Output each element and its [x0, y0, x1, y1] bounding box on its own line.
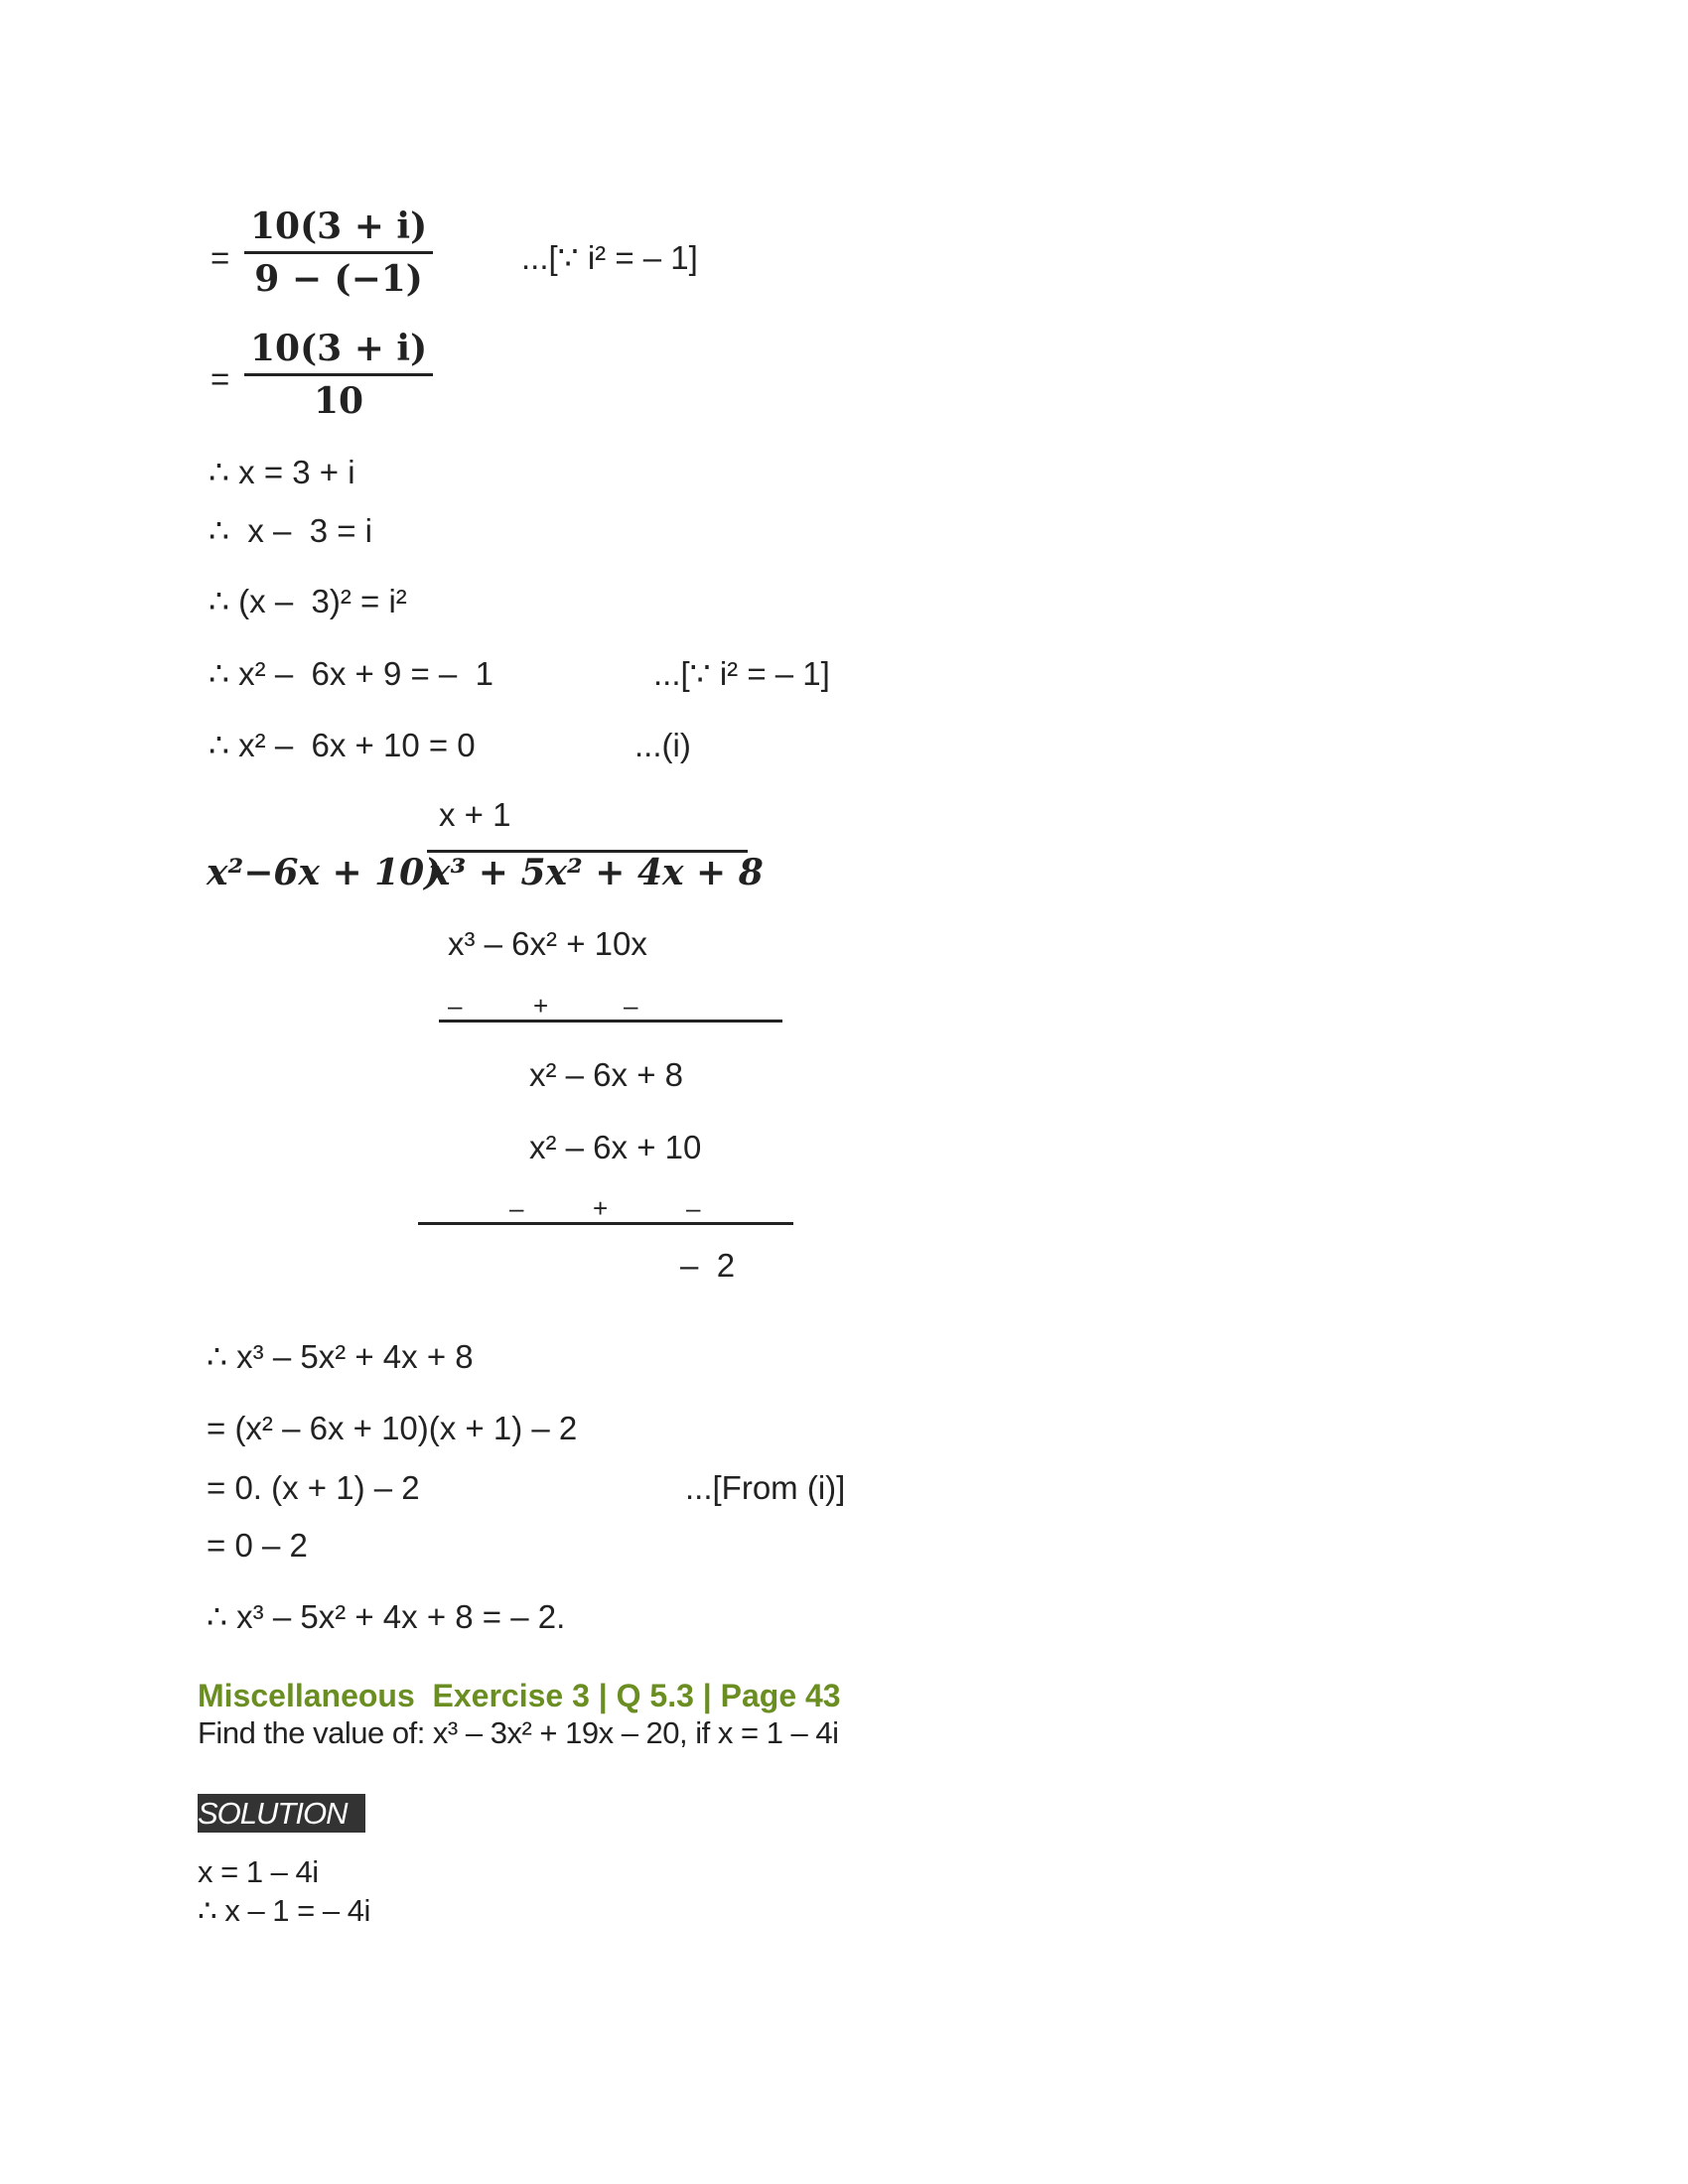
denominator: 9 − (−1) [254, 258, 423, 300]
remainder-1: x² – 6x + 8 [529, 1056, 683, 1093]
math-line: ∴ x² – 6x + 10 = 0 [209, 727, 476, 763]
quotient: x + 1 [439, 796, 511, 833]
sign: – [509, 1193, 524, 1223]
numerator: 10(3 + i) [250, 205, 428, 247]
math-line: ∴ x² – 6x + 9 = – 1 [209, 655, 493, 692]
math-line: ∴ (x – 3)² = i² [209, 583, 407, 619]
fraction-step2 [244, 324, 433, 426]
math-line: = 0. (x + 1) – 2 [207, 1469, 420, 1506]
exercise-heading: Miscellaneous Exercise 3 | Q 5.3 | Page 43 [198, 1678, 841, 1713]
subtraction-line [439, 1020, 782, 1023]
subtrahend-2: x² – 6x + 10 [529, 1129, 702, 1165]
note: ...[∵ i² = – 1] [653, 655, 830, 692]
sign: – [686, 1193, 701, 1223]
sign: – [624, 991, 638, 1021]
fraction-step1 [244, 202, 433, 304]
sign: – [448, 991, 463, 1021]
math-line: = (x² – 6x + 10)(x + 1) – 2 [207, 1410, 578, 1446]
equals-sign: = [211, 360, 230, 397]
note: ...[From (i)] [685, 1469, 846, 1506]
solution-label: SOLUTION [198, 1794, 365, 1833]
subtrahend-1: x³ – 6x² + 10x [448, 925, 647, 962]
sign: + [533, 991, 549, 1021]
solution-line: x = 1 – 4i [198, 1854, 319, 1889]
sign: + [593, 1193, 609, 1223]
solution-line: ∴ x – 1 = – 4i [198, 1893, 370, 1928]
question-text: Find the value of: x³ – 3x² + 19x – 20, if x = 1 – 4i [198, 1715, 839, 1750]
subtraction-line [418, 1222, 793, 1225]
math-line: ∴ x³ – 5x² + 4x + 8 [207, 1338, 474, 1375]
math-line: ∴ x³ – 5x² + 4x + 8 = – 2. [207, 1598, 566, 1635]
denominator: 10 [314, 380, 364, 422]
math-line: ∴ x = 3 + i [209, 454, 355, 490]
divisor: x²−6x + 10) [207, 852, 442, 893]
note: ...(i) [634, 727, 691, 763]
equals-sign: = [211, 239, 230, 276]
math-line: ∴ x – 3 = i [209, 512, 372, 549]
note: ...[∵ i² = – 1] [521, 239, 698, 276]
dividend: x³ + 5x² + 4x + 8 [429, 852, 764, 893]
math-line: = 0 – 2 [207, 1527, 308, 1564]
final-remainder: – 2 [680, 1247, 736, 1284]
numerator: 10(3 + i) [250, 328, 428, 369]
